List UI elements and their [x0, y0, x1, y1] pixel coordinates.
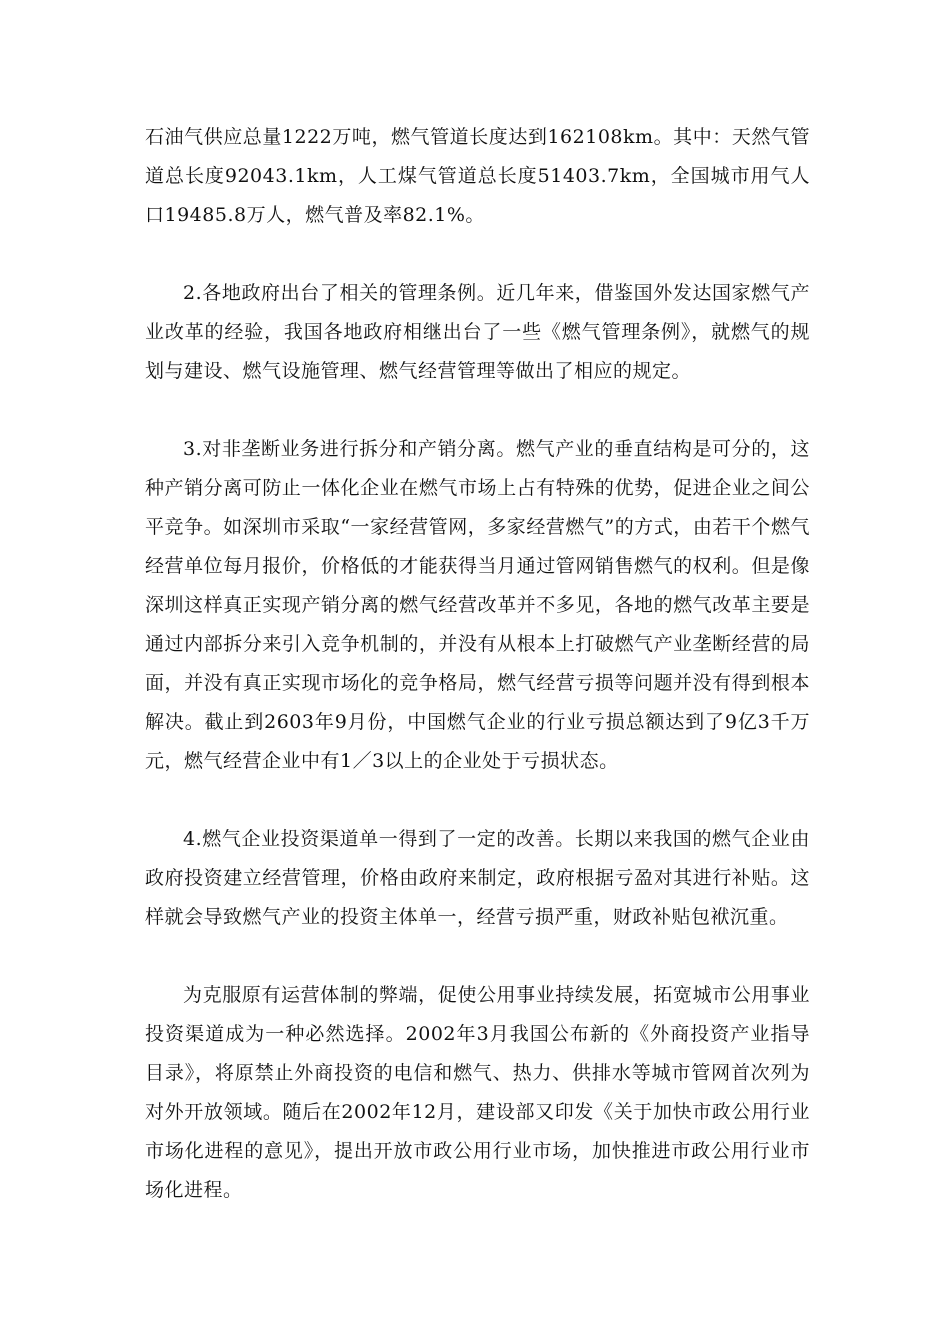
paragraph-management-regulations: 2.各地政府出台了相关的管理条例。近几年来，借鉴国外发达国家燃气产业改革的经验，我国各地政府相继出台了一些《燃气管理条例》，就燃气的规划与建设、燃气设施管理、燃气经营管理等做出了相应的规定。	[145, 282, 810, 382]
paragraph-production-sales-separation: 3.对非垄断业务进行拆分和产销分离。燃气产业的垂直结构是可分的，这种产销分离可防止一体化企业在燃气市场上占有特殊的优势，促进企业之间公平竞争。如深圳市采取“一家经营管网，多家经营燃气”的方式，由若干个燃气经营单位每月报价，价格低的才能获得当月通过管网销售燃气的权利。但是像深圳这样真正实现产销分离的燃气经营改革并不多见，各地的燃气改革主要是通过内部拆分来引入竞争机制的，并没有从根本上打破燃气产业垄断经营的局面，并没有真正实现市场化的竞争格局，燃气经营亏损等问题并没有得到根本解决。截止到2603年9月份，中国燃气企业的行业亏损总额达到了9亿3千万元，燃气经营企业中有1／3以上的企业处于亏损状态。	[145, 438, 810, 772]
paragraph-gas-statistics: 石油气供应总量1222万吨，燃气管道长度达到162108km。其中：天然气管道总长度92043.1km，人工煤气管道总长度51403.7km，全国城市用气人口19485.8万人，燃气普及率82.1%。	[145, 126, 810, 226]
paragraph-market-opening: 为克服原有运营体制的弊端，促使公用事业持续发展，拓宽城市公用事业投资渠道成为一种必然选择。2002年3月我国公布新的《外商投资产业指导目录》，将原禁止外商投资的电信和燃气、热力、供排水等城市管网首次列为对外开放领域。随后在2002年12月，建设部又印发《关于加快市政公用行业市场化进程的意见》，提出开放市政公用行业市场，加快推进市政公用行业市场化进程。	[145, 984, 810, 1201]
document-body	[145, 118, 810, 1249]
paragraph-investment-channels: 4.燃气企业投资渠道单一得到了一定的改善。长期以来我国的燃气企业由政府投资建立经营管理，价格由政府来制定，政府根据亏盈对其进行补贴。这样就会导致燃气产业的投资主体单一，经营亏损严重，财政补贴包袱沉重。	[145, 828, 810, 928]
